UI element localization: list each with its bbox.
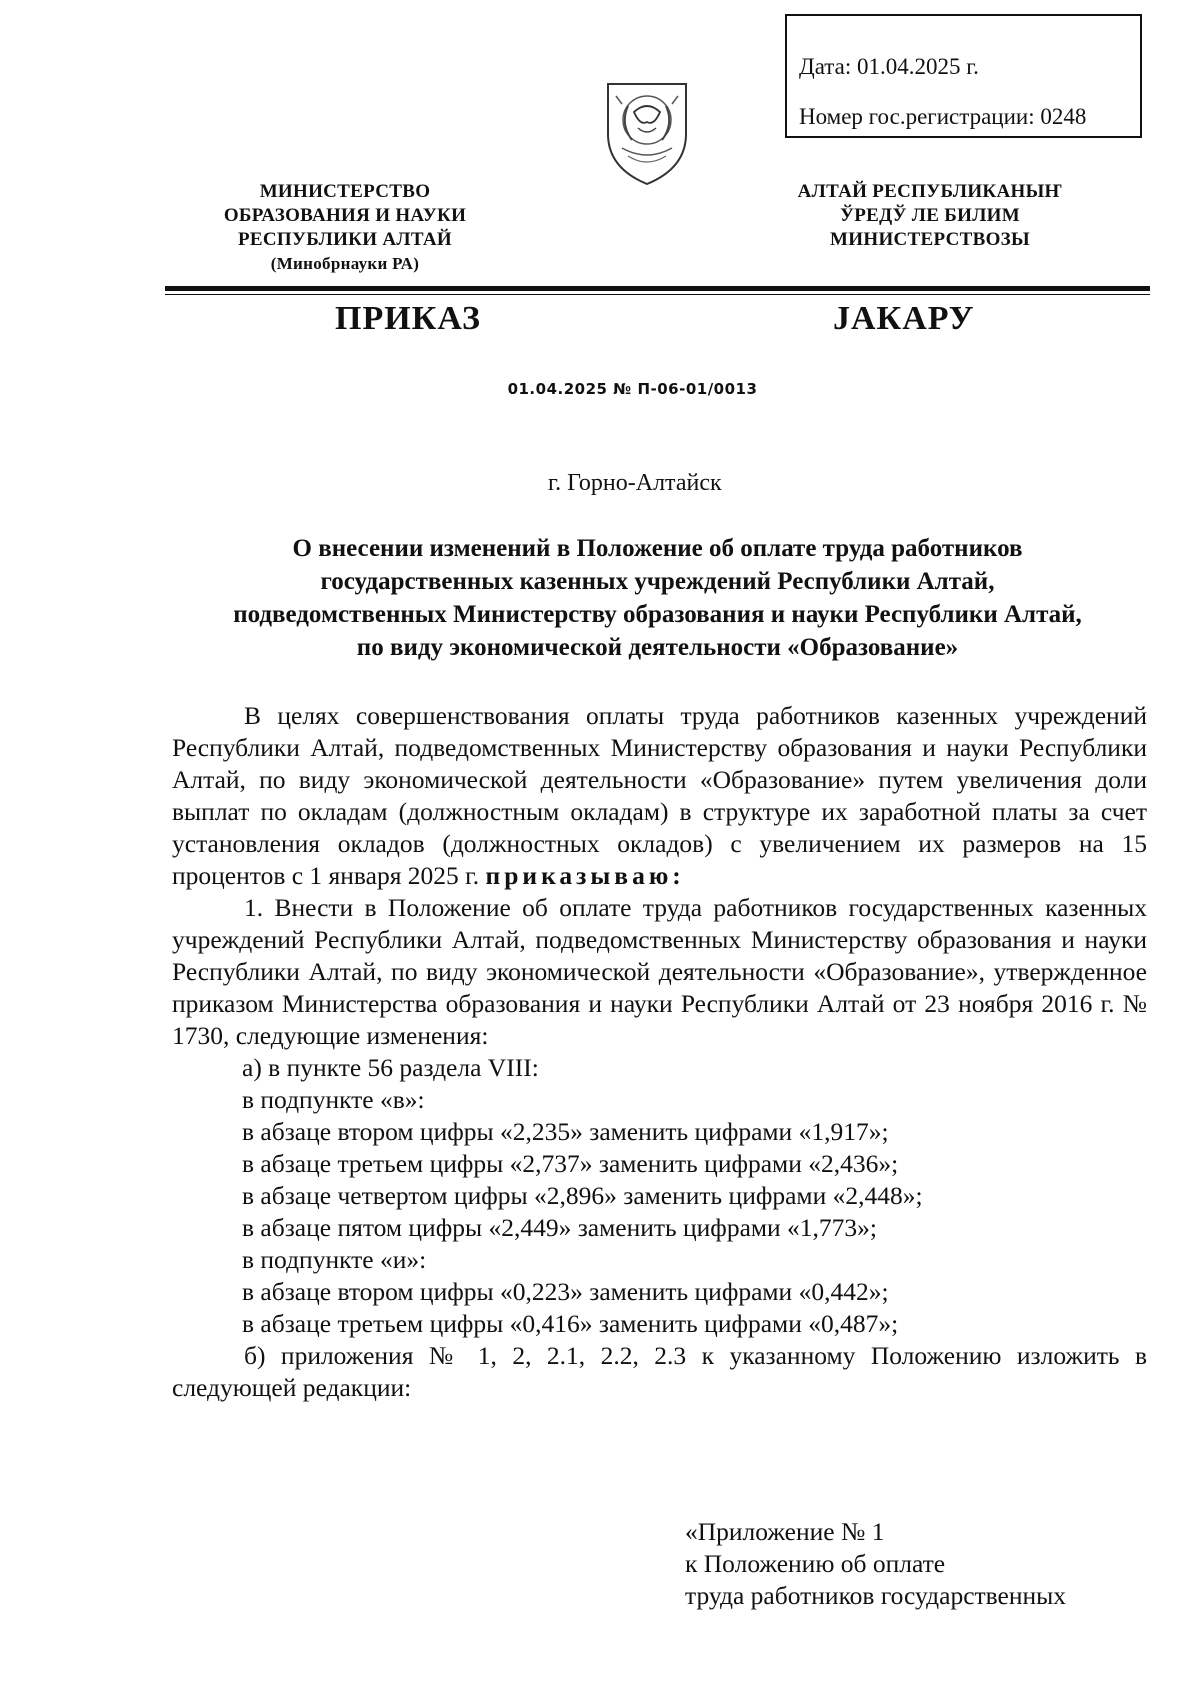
appendix-heading (685, 1516, 1066, 1612)
list-item: в подпункте «в»: (242, 1085, 425, 1114)
city: г. Горно-Алтайск (548, 470, 722, 496)
preamble-text: В целях совершенствования оплаты труда работников казенных учреждений Республики Алтай, подведомственных Министерству образования и науки Республики Алтай, по виду экономической деятельности «Образование» путем увеличения доли выплат по окладам (должностным окладам) в структуре их заработной платы за счет установления окладов (должностных окладов) с увеличением их размеров на 15 процентов с 1 января 2025 г. (172, 701, 1147, 890)
ministry-ru-line: ОБРАЗОВАНИЯ И НАУКИ (223, 205, 467, 226)
order-word: приказываю: (485, 861, 685, 890)
ministry-alt-line: МИНИСТЕРСТВОЗЫ (830, 229, 1030, 250)
ministry-alt-line: ЎРЕДЎ ЛЕ БИЛИМ (840, 205, 1020, 226)
registration-box (785, 14, 1142, 138)
list-item: в абзаце третьем цифры «0,416» заменить цифрами «0,487»; (242, 1309, 899, 1338)
order-number: 01.04.2025 № П-06-01/0013 (507, 380, 758, 398)
appendix-line: «Приложение № 1 (685, 1517, 885, 1546)
ministry-ru-short-name: (Минобрнауки РА) (270, 254, 420, 273)
registration-number-label: Номер гос.регистрации: (799, 104, 1035, 129)
ministry-header-alt (765, 180, 1095, 252)
registration-date (799, 42, 1140, 92)
list-item: а) в пункте 56 раздела VIII: (242, 1053, 539, 1082)
title-line: по виду экономической деятельности «Образование» (356, 634, 959, 661)
ministry-ru-line: МИНИСТЕРСТВО (259, 181, 431, 202)
registration-number-value: 0248 (1040, 104, 1087, 129)
registration-date-label: Дата: (799, 54, 852, 79)
list-item: в абзаце пятом цифры «2,449» заменить цифрами «1,773»; (242, 1213, 878, 1242)
title-line: государственных казенных учреждений Республики Алтай, (320, 568, 995, 595)
title-line: О внесении изменений в Положение об оплате труда работников (292, 535, 1023, 562)
registration-number (799, 92, 1140, 142)
ministry-ru-line: РЕСПУБЛИКИ АЛТАЙ (238, 229, 452, 250)
document-body (172, 700, 1147, 1404)
ministry-header-ru (165, 180, 525, 276)
document-title (165, 532, 1150, 664)
doc-type-alt: ЈАКАРУ (833, 300, 975, 337)
list-item: в абзаце третьем цифры «2,737» заменить цифрами «2,436»; (242, 1149, 899, 1178)
ministry-alt-line: АЛТАЙ РЕСПУБЛИКАНЫҤ (797, 181, 1063, 202)
registration-date-value: 01.04.2025 г. (856, 54, 979, 79)
appendix-line: труда работников государственных (685, 1581, 1067, 1610)
list-item: в абзаце втором цифры «2,235» заменить цифрами «1,917»; (242, 1117, 889, 1146)
list-item: в абзаце втором цифры «0,223» заменить цифрами «0,442»; (242, 1277, 889, 1306)
doc-type-ru: ПРИКАЗ (335, 300, 481, 337)
list-item: в подпункте «и»: (242, 1245, 427, 1274)
preamble-paragraph (172, 700, 1147, 892)
header-divider-thin (165, 294, 1150, 295)
point-b: б) приложения № 1, 2, 2.1, 2.2, 2.3 к указанному Положению изложить в следующей редакции: (172, 1341, 1147, 1402)
coat-of-arms-icon (598, 76, 696, 188)
point-1: 1. Внести в Положение об оплате труда работников государственных казенных учреждений Республики Алтай, подведомственных Министерству образования и науки Республики Алтай, по виду экономической деятельности «Образование», утвержденное приказом Министерства образования и науки Республики Алтай от 23 ноября 2016 г. № 1730, следующие изменения: (172, 893, 1147, 1050)
appendix-line: к Положению об оплате (685, 1549, 946, 1578)
list-item: в абзаце четвертом цифры «2,896» заменить цифрами «2,448»; (242, 1181, 923, 1210)
title-line: подведомственных Министерству образования и науки Республики Алтай, (233, 601, 1082, 628)
header-divider-thick (165, 286, 1150, 291)
